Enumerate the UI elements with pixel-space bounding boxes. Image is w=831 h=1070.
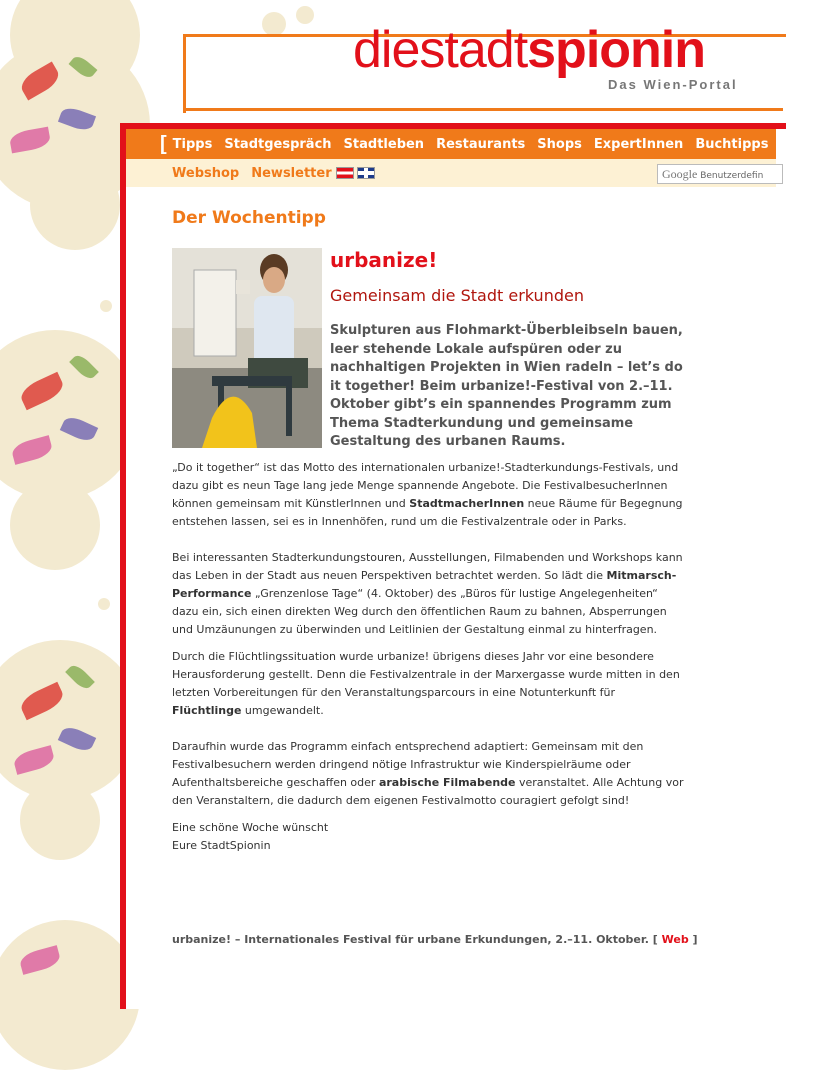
- uk-flag-icon[interactable]: [357, 167, 375, 179]
- site-tagline: Das Wien-Portal: [608, 77, 738, 92]
- austria-flag-icon[interactable]: [336, 167, 354, 179]
- article-subheadline: Gemeinsam die Stadt erkunden: [330, 286, 584, 305]
- main-navigation: [126, 129, 831, 159]
- footer-text: urbanize! – Internationales Festival für urbane Erkundungen, 2.–11. Oktober. [: [172, 933, 662, 946]
- nav-item-restaurants[interactable]: Restaurants: [436, 136, 526, 152]
- article-body: [172, 459, 684, 855]
- article-paragraph-2: Bei interessanten Stadterkundungstouren, Ausstellungen, Filmabenden und Workshops kann das Leben in der Stadt aus neuen Perspektiven betrachtet werden. So lädt die Mitmarsch-Performance „Grenzenlose Tage“ (4. Oktober) des „Büros für lustige Angelegenheiten“ dazu ein, sich einen direkten Weg durch den öffentlichen Raum zu bahnen, Absperrungen und Umzäunungen zu überwinden und Leitlinien der Gestaltung einmal zu hinterfragen.: [172, 551, 683, 636]
- article-lead: Skulpturen aus Flohmarkt-Überbleibseln bauen, leer stehende Lokale aufspüren oder zu nachhaltigen Projekten in Wien radeln – let’s do it together! Beim urbanize!-Festival von 2.–11. Oktober gibt’s ein spannendes Programm zum Thema Stadterkundung und gemeinsame Gestaltung des urbanen Raums.: [330, 323, 683, 449]
- logo-part-stadt: stadt: [419, 21, 528, 79]
- newsletter-link[interactable]: Newsletter: [251, 165, 332, 181]
- article-photo: [172, 248, 322, 448]
- nav-item-buchtipps[interactable]: Buchtipps: [695, 136, 769, 152]
- site-logo[interactable]: [353, 20, 705, 80]
- google-search-input[interactable]: [657, 164, 783, 184]
- nav-item-geschenke[interactable]: Geschr: [780, 136, 831, 152]
- article-paragraph-3: Durch die Flüchtlingssituation wurde urbanize! übrigens dieses Jahr vor eine besondere Herausforderung gestellt. Denn die Festivalzentrale in der Marxergasse wurde mitten in den letzten Vorbereitungen für den Veranstaltungsparcours in eine Notunterkunft für Flüchtlinge umgewandelt.: [172, 650, 680, 717]
- header-underline: [183, 108, 783, 111]
- nav-item-stadtleben[interactable]: Stadtleben: [343, 136, 425, 152]
- article-paragraph-1: „Do it together“ ist das Motto des internationalen urbanize!-Stadterkundungs-Festivals, und dazu gibt es neun Tage lang jede Menge spannende Angebote. Die FestivalbesucherInnen können gemeinsam mit KünstlerInnen und StadtmacherInnen neue Räume für Begegnung entstehen lassen, sei es in Innenhöfen, rund um die Festivalzentrale oder in Parks.: [172, 461, 683, 528]
- fluechtlinge-highlight: Flüchtlinge: [172, 704, 242, 717]
- nav-item-shops[interactable]: Shops: [537, 136, 582, 152]
- article-photo-illustration: [172, 248, 322, 448]
- web-link[interactable]: Web: [661, 933, 689, 946]
- signature-line-2: Eure StadtSpionin: [172, 839, 271, 852]
- nav-item-expertinnen[interactable]: ExpertInnen: [593, 136, 684, 152]
- nav-bracket: [: [160, 132, 167, 155]
- search-placeholder: Benutzerdefin: [700, 171, 764, 181]
- article-footer: [172, 933, 698, 946]
- footer-bracket: ]: [688, 933, 698, 946]
- article-headline: urbanize!: [330, 248, 438, 272]
- nav-item-stadtgespraech[interactable]: Stadtgespräch: [224, 136, 332, 152]
- signature-line-1: Eine schöne Woche wünscht: [172, 821, 329, 834]
- nav-item-tipps[interactable]: Tipps: [172, 136, 213, 152]
- mitmarsch-highlight: Mitmarsch-Performance: [172, 569, 677, 600]
- article-paragraph-4: Daraufhin wurde das Programm einfach entsprechend adaptiert: Gemeinsam mit den Festivalbesuchern werden dringend nötige Infrastruktur wie Kinderspielräume oder Aufenthaltsbereiche geschaffen oder arabische Filmabende veranstaltet. Alle Achtung vor den Veranstaltern, die dadurch dem eigenen Festivalmotto couragiert gefolgt sind!: [172, 740, 684, 807]
- section-title: Der Wochentipp: [172, 208, 326, 228]
- logo-part-die: die: [353, 21, 420, 79]
- webshop-link[interactable]: Webshop: [172, 165, 240, 181]
- google-logo: Google: [662, 167, 698, 181]
- logo-part-spionin: spionin: [527, 21, 706, 79]
- filmabende-highlight: arabische Filmabende: [378, 776, 516, 789]
- decorative-floral-background: [0, 0, 130, 989]
- stadtmacherinnen-highlight: StadtmacherInnen: [409, 497, 525, 510]
